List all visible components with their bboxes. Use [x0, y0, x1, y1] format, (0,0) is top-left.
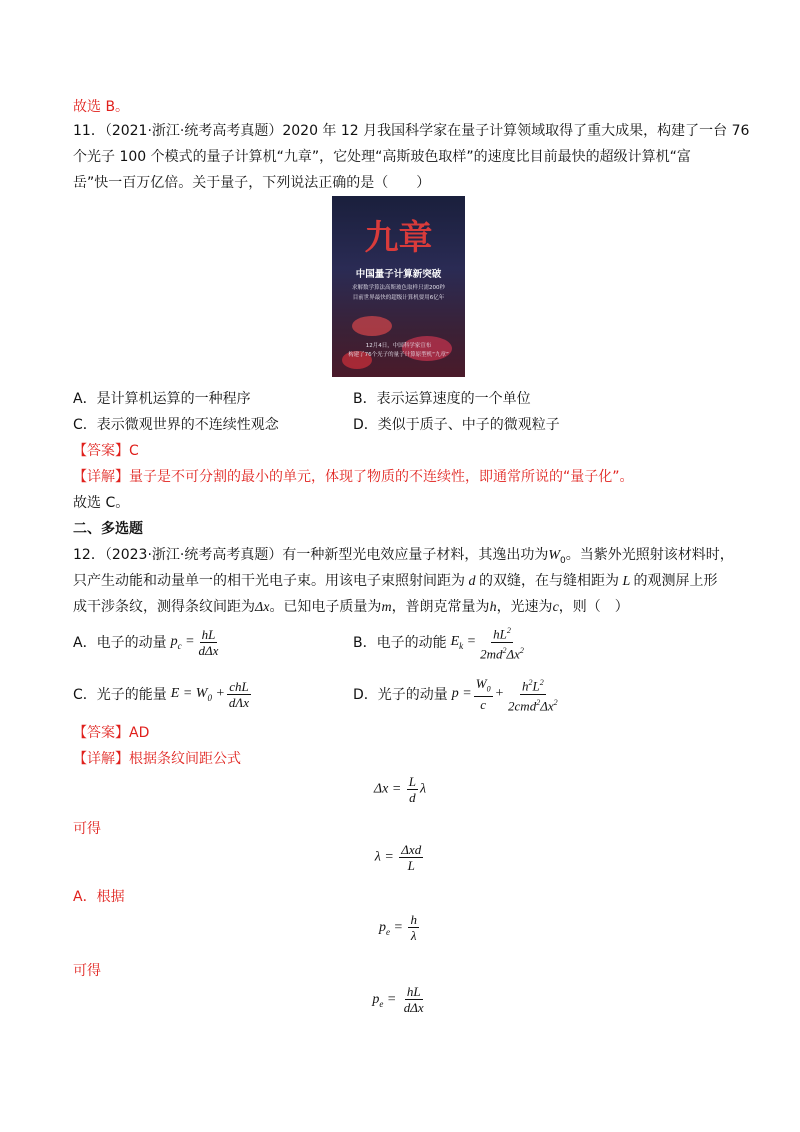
q12-option-d-lhs: p =: [451, 686, 472, 701]
q11-detail: 【详解】量子是不可分割的最小的单元，体现了物质的不连续性，即通常所说的“量子化”。: [73, 469, 634, 485]
mass-symbol: m: [381, 600, 392, 615]
plus-sign: +: [494, 686, 505, 701]
q12-stem-line2-a: 只产生动能和动量单一的相干光电子束。用该电子束照射间距为: [73, 573, 465, 589]
q12-option-c-label: C．光子的能量: [73, 687, 167, 703]
q12-stem-line3-d: ，光速为: [496, 599, 553, 615]
q12-option-d-label: D．光子的动量: [353, 687, 448, 703]
q11-stem-line1: 11．（2021·浙江·统考高考真题）2020 年 12 月我国科学家在量子计算领域取得了重大成果，构建了一台 76: [73, 123, 750, 139]
equation-1-fraction: $\frac{L}{d}$: [408, 774, 417, 805]
slit-spacing-symbol: d: [465, 574, 479, 589]
q12-option-b-fraction: $\frac{hL^2}{2md^2\Delta x^2}$: [478, 623, 526, 661]
q11-option-b: B．表示运算速度的一个单位: [353, 391, 531, 407]
q12-option-a-fraction: $\frac{hL}{\text{dΔx}}$: [198, 626, 219, 658]
equation-wavelength: λ = $\frac{\text{Δxd}}{L}$: [374, 842, 422, 873]
q12-stem-line1: [73, 544, 734, 566]
q12-stem-line2-b: 的双缝，在与缝相距为: [479, 573, 619, 589]
section-title: 二、多选题: [73, 521, 143, 537]
q11-option-d: D．类似于质子、中子的微观粒子: [353, 417, 560, 433]
fringe-spacing-symbol: Δx: [255, 600, 270, 615]
poster-line-a: 求解数学算法高斯玻色取样只需200秒: [352, 285, 445, 291]
q12-stem-line2: [73, 570, 718, 590]
light-speed-symbol: c: [552, 600, 559, 615]
q12-option-a-lhs: $p_c$ =: [170, 633, 195, 651]
q12-option-c-fraction: $\frac{\text{chL}}{\text{dΛx}}$: [228, 678, 250, 710]
q12-stem-line2-c: 的观测屏上形: [633, 573, 718, 589]
planck-symbol: h: [489, 600, 497, 615]
q11-stem-line2: 个光子 100 个模式的量子计算机“九章”，它处理“高斯玻色取样”的速度比目前最快的超级计算机“富: [73, 149, 691, 165]
q12-option-d-fraction-2: $\frac{h^2L^2}{2cmd^2\Delta x^2}$: [506, 675, 560, 713]
equation-2-fraction: $\frac{\text{Δxd}}{L}$: [401, 842, 422, 873]
q12-option-c-lhs: $E = W_0$ +: [170, 685, 225, 703]
previous-conclusion: 故选 B。: [73, 99, 130, 115]
poster-line-d: 构建了76个光子的量子计算原型机“九章”: [348, 352, 449, 358]
q12-option-c: [73, 674, 253, 714]
q12-option-d-fraction-1: $\frac{W_0}{c}$: [475, 675, 491, 713]
work-function-subscript: 0: [560, 555, 566, 566]
q12-answer: 【答案】AD: [73, 725, 150, 741]
step-then-1: 可得: [73, 821, 101, 837]
q12-option-a: [73, 624, 222, 660]
screen-distance-symbol: L: [619, 574, 634, 589]
poster-line-b: 目前世界最快的超级计算机要用6亿年: [352, 295, 445, 301]
equation-3-fraction: $\frac{h}{\lambda}$: [410, 912, 417, 943]
q11-answer: 【答案】C: [73, 443, 139, 459]
q12-stem-line3-a: 成干涉条纹，测得条纹间距为: [73, 599, 255, 615]
q12-option-d: [353, 674, 562, 714]
poster-title: 九章: [364, 218, 433, 258]
jiuzhang-poster-image: [332, 196, 465, 377]
q11-stem-line3: 岳”快一百万亿倍。关于量子，下列说法正确的是（ ）: [73, 175, 431, 191]
q12-option-a-label: A．电子的动量: [73, 635, 167, 651]
q12-stem-line3: [73, 596, 629, 616]
poster-line-c: 12月4日，中国科学家宣布: [365, 343, 432, 349]
q11-conclusion: 故选 C。: [73, 495, 130, 511]
q12-stem-line3-e: ，则（ ）: [558, 599, 629, 615]
q11-option-a: A．是计算机运算的一种程序: [73, 391, 251, 407]
step-then-2: 可得: [73, 963, 101, 979]
q12-stem-line3-b: 。已知电子质量为: [269, 599, 382, 615]
q12-option-b-lhs: $E_k$ =: [450, 633, 477, 651]
equation-4-fraction: $\frac{hL}{\text{dΔx}}$: [403, 984, 424, 1015]
q12-stem-line1-b: 。当紫外光照射该材料时，: [565, 547, 734, 563]
q12-option-b-label: B．电子的动能: [353, 635, 447, 651]
step-option-a: A．根据: [73, 889, 125, 905]
q12-option-b: [353, 622, 528, 662]
q11-option-c: C．表示微观世界的不连续性观念: [73, 417, 279, 433]
q12-detail: 【详解】根据条纹间距公式: [73, 751, 241, 767]
work-function-symbol: W: [548, 548, 561, 563]
q12-stem-line1-a: 12．（2023·浙江·统考高考真题）有一种新型光电效应量子材料，其逸出功为: [73, 547, 549, 563]
equation-fringe-spacing: Δx = $\frac{L}{d}$ λ: [373, 774, 427, 805]
equation-momentum-result: $p_e$ = $\frac{hL}{\text{dΔx}}$: [372, 984, 424, 1015]
equation-momentum: $p_e$ = $\frac{h}{\lambda}$: [379, 912, 417, 943]
poster-subtitle: 中国量子计算新突破: [355, 269, 442, 280]
q12-stem-line3-c: ，普朗克常量为: [391, 599, 490, 615]
